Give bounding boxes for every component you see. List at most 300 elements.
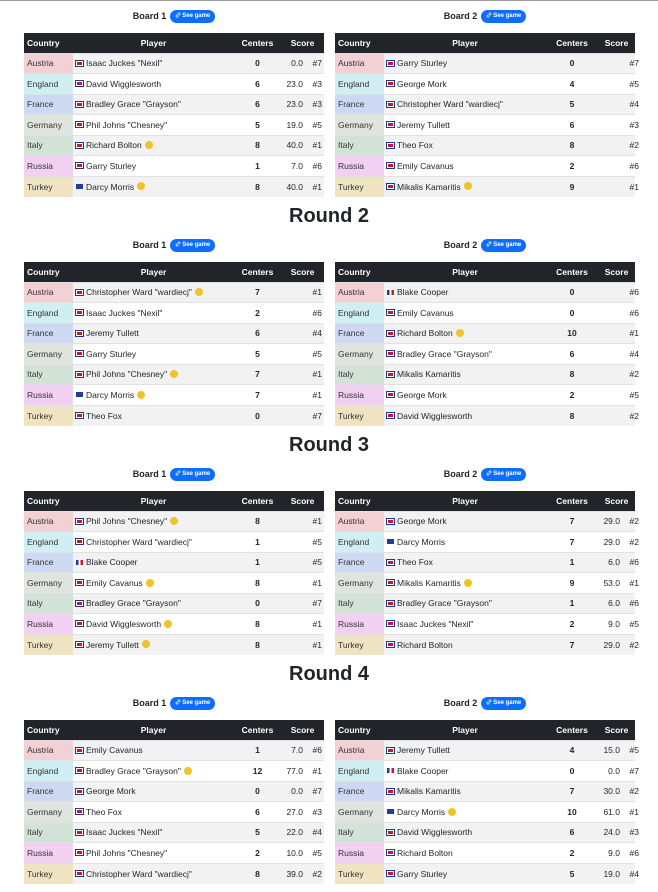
player-name: Emily Cavanus	[397, 160, 454, 171]
player-cell	[73, 802, 234, 823]
score-cell	[281, 843, 324, 864]
player-name: Phil Johns "Chesney"	[86, 369, 168, 380]
country-cell: Germany	[335, 115, 384, 136]
country-cell: Russia	[24, 156, 73, 177]
centers-header: Centers	[234, 720, 281, 740]
player-cell	[384, 344, 546, 365]
rank-value: #3	[312, 99, 322, 110]
flag-icon	[76, 61, 83, 66]
country-cell: Turkey	[335, 176, 384, 197]
link-icon	[486, 470, 492, 478]
flag-icon	[387, 560, 394, 565]
score-value: 24.0	[603, 827, 620, 838]
player-name: Isaac Juckes "Nexil"	[86, 307, 163, 318]
score-cell	[598, 94, 639, 115]
flag-icon	[76, 809, 83, 814]
country-cell: Germany	[24, 344, 73, 365]
country-cell: England	[335, 74, 384, 95]
country-cell: France	[24, 94, 73, 115]
round-title: Round 4	[289, 663, 369, 685]
rank-value: #1	[629, 328, 639, 339]
rank-value: #4	[629, 348, 639, 359]
player-name: Bradley Grace "Grayson"	[397, 598, 492, 609]
centers-cell: 8	[234, 176, 281, 197]
player-name: Bradley Grace "Grayson"	[86, 598, 181, 609]
board-header	[24, 693, 324, 713]
player-header: Player	[73, 720, 234, 740]
rank-value: #1	[312, 140, 322, 151]
table-row	[335, 593, 635, 614]
player-cell	[384, 843, 546, 864]
score-cell	[281, 552, 324, 573]
score-cell	[598, 843, 639, 864]
table-row	[335, 344, 635, 365]
rank-value: #1	[312, 181, 322, 192]
crown-icon	[195, 288, 203, 296]
country-cell: Austria	[335, 740, 384, 761]
country-cell: Turkey	[335, 634, 384, 655]
see-game-button[interactable]	[170, 468, 215, 481]
country-cell: England	[24, 532, 73, 553]
flag-icon	[387, 61, 394, 66]
player-cell	[384, 94, 546, 115]
centers-cell: 0	[234, 593, 281, 614]
score-cell	[598, 552, 639, 573]
score-cell	[281, 511, 324, 532]
flag-icon	[76, 163, 83, 168]
player-name: Emily Cavanus	[86, 577, 143, 588]
score-value: 0.0	[291, 786, 303, 797]
results-table	[335, 262, 639, 426]
table-row	[335, 364, 635, 385]
board-1	[24, 235, 324, 426]
table-row	[24, 552, 324, 573]
player-cell	[384, 405, 546, 426]
flag-icon	[76, 81, 83, 86]
crown-icon	[184, 767, 192, 775]
rank-value: #4	[312, 827, 322, 838]
board-header	[335, 693, 635, 713]
score-value: 53.0	[603, 577, 620, 588]
flag-icon	[387, 768, 394, 773]
rank-value: #3	[312, 78, 322, 89]
player-cell	[384, 761, 546, 782]
flag-icon	[76, 519, 83, 524]
flag-icon	[76, 642, 83, 647]
country-header: Country	[335, 262, 384, 282]
player-name: Richard Bolton	[86, 140, 142, 151]
board-2	[335, 464, 639, 655]
table-row	[335, 634, 635, 655]
see-game-label: See game	[493, 242, 522, 248]
country-cell: Germany	[335, 802, 384, 823]
table-row	[335, 156, 635, 177]
rank-value: #1	[312, 516, 322, 527]
player-name: Mikalis Kamaritis	[397, 577, 461, 588]
player-cell	[384, 740, 546, 761]
player-cell	[73, 94, 234, 115]
crown-icon	[145, 141, 153, 149]
table-row	[335, 740, 635, 761]
player-name: Jeremy Tullett	[397, 745, 450, 756]
flag-icon	[76, 850, 83, 855]
player-name: Garry Sturley	[86, 348, 137, 359]
centers-header: Centers	[234, 262, 281, 282]
country-cell: France	[24, 781, 73, 802]
centers-cell: 8	[234, 634, 281, 655]
flag-icon	[76, 184, 83, 189]
see-game-label: See game	[182, 471, 211, 477]
centers-cell: 7	[234, 364, 281, 385]
see-game-button[interactable]	[170, 10, 215, 23]
score-value: 22.0	[286, 827, 303, 838]
board-title: Board 1	[132, 240, 167, 250]
player-cell	[384, 532, 546, 553]
player-cell	[384, 74, 546, 95]
crown-icon	[137, 182, 145, 190]
rank-value: #4	[312, 328, 322, 339]
player-name: Garry Sturley	[86, 160, 137, 171]
table-row	[335, 761, 635, 782]
player-name: Isaac Juckes "Nexil"	[86, 58, 163, 69]
table-row	[24, 614, 324, 635]
country-cell: France	[24, 552, 73, 573]
rank-value: #6	[629, 598, 639, 609]
score-header: Score	[598, 33, 635, 53]
player-name: David Wigglesworth	[86, 618, 162, 629]
player-cell	[73, 53, 234, 74]
rank-value: #1	[312, 639, 322, 650]
score-cell	[598, 303, 639, 324]
board-title: Board 2	[443, 698, 478, 708]
rank-value: #3	[312, 806, 322, 817]
score-cell	[598, 156, 639, 177]
see-game-button[interactable]	[481, 697, 526, 710]
country-cell: Russia	[24, 614, 73, 635]
flag-icon	[387, 163, 394, 168]
centers-cell: 5	[234, 115, 281, 136]
player-name: George Mork	[397, 389, 447, 400]
centers-cell: 0	[234, 781, 281, 802]
score-cell	[281, 781, 324, 802]
player-cell	[384, 53, 546, 74]
country-cell: Austria	[335, 511, 384, 532]
table-row	[335, 511, 635, 532]
player-cell	[384, 115, 546, 136]
country-cell: England	[335, 532, 384, 553]
player-cell	[384, 511, 546, 532]
player-name: Garry Sturley	[397, 58, 448, 69]
score-cell	[281, 156, 324, 177]
country-cell: Turkey	[24, 863, 73, 884]
crown-icon	[464, 579, 472, 587]
centers-cell: 1	[546, 552, 598, 573]
crown-icon	[448, 808, 456, 816]
score-cell	[598, 405, 639, 426]
flag-icon	[387, 102, 394, 107]
centers-cell: 7	[234, 385, 281, 406]
rank-value: #5	[629, 618, 639, 629]
table-row	[335, 282, 635, 303]
rank-value: #6	[629, 307, 639, 318]
player-name: Theo Fox	[397, 140, 433, 151]
score-value: 0.0	[291, 58, 303, 69]
centers-cell: 0	[546, 53, 598, 74]
round-title: Round 3	[289, 434, 369, 456]
player-cell	[73, 593, 234, 614]
centers-cell: 1	[234, 532, 281, 553]
rank-value: #1	[629, 181, 639, 192]
country-cell: Germany	[335, 344, 384, 365]
table-row	[24, 405, 324, 426]
see-game-button[interactable]	[170, 239, 215, 252]
centers-cell: 8	[234, 511, 281, 532]
centers-cell: 5	[546, 94, 598, 115]
table-row	[335, 552, 635, 573]
flag-icon	[387, 392, 394, 397]
score-header: Score	[281, 33, 324, 53]
score-cell	[281, 74, 324, 95]
country-header: Country	[335, 33, 384, 53]
country-cell: England	[335, 761, 384, 782]
player-cell	[384, 176, 546, 197]
link-icon	[175, 241, 181, 249]
player-cell	[73, 573, 234, 594]
table-row	[24, 511, 324, 532]
player-name: Theo Fox	[86, 410, 122, 421]
score-cell	[598, 176, 639, 197]
player-cell	[384, 634, 546, 655]
table-row	[335, 863, 635, 884]
table-row	[24, 303, 324, 324]
table-row	[335, 176, 635, 197]
score-cell	[281, 822, 324, 843]
player-cell	[73, 364, 234, 385]
see-game-button[interactable]	[170, 697, 215, 710]
country-cell: France	[335, 323, 384, 344]
player-cell	[384, 282, 546, 303]
round-title: Round 2	[289, 205, 369, 227]
player-name: Bradley Grace "Grayson"	[86, 99, 181, 110]
rank-value: #7	[312, 58, 322, 69]
score-value: 19.0	[286, 119, 303, 130]
player-cell	[73, 344, 234, 365]
centers-cell: 1	[234, 740, 281, 761]
results-table	[24, 491, 324, 655]
board-header	[335, 235, 635, 255]
see-game-button[interactable]	[481, 10, 526, 23]
score-value: 9.0	[608, 847, 620, 858]
flag-icon	[76, 372, 83, 377]
see-game-button[interactable]	[481, 239, 526, 252]
country-cell: Russia	[24, 385, 73, 406]
table-row	[335, 802, 635, 823]
rank-value: #4	[629, 99, 639, 110]
rank-value: #2	[629, 140, 639, 151]
player-name: Isaac Juckes "Nexil"	[397, 618, 474, 629]
rank-value: #5	[629, 78, 639, 89]
centers-cell: 9	[546, 176, 598, 197]
flag-icon	[387, 122, 394, 127]
player-name: Mikalis Kamaritis	[397, 369, 461, 380]
centers-cell: 6	[234, 94, 281, 115]
player-name: Isaac Juckes "Nexil"	[86, 827, 163, 838]
score-cell	[281, 94, 324, 115]
results-table	[24, 720, 324, 884]
flag-icon	[76, 290, 83, 295]
player-name: Richard Bolton	[397, 328, 453, 339]
player-name: Emily Cavanus	[397, 307, 454, 318]
centers-cell: 9	[546, 573, 598, 594]
score-cell	[598, 115, 639, 136]
country-cell: Austria	[24, 511, 73, 532]
table-row	[335, 614, 635, 635]
results-table	[335, 491, 639, 655]
player-name: Blake Cooper	[397, 287, 449, 298]
rank-value: #2	[629, 369, 639, 380]
player-cell	[73, 614, 234, 635]
table-row	[24, 176, 324, 197]
board-2	[335, 235, 639, 426]
flag-icon	[387, 184, 394, 189]
flag-icon	[387, 809, 394, 814]
table-row	[24, 94, 324, 115]
country-cell: England	[335, 303, 384, 324]
table-row	[335, 94, 635, 115]
centers-cell: 1	[234, 552, 281, 573]
country-cell: Russia	[335, 385, 384, 406]
rank-value: #2	[629, 536, 639, 547]
score-cell	[598, 364, 639, 385]
flag-icon	[76, 539, 83, 544]
player-cell	[384, 156, 546, 177]
centers-cell: 0	[234, 405, 281, 426]
player-cell	[384, 573, 546, 594]
player-name: Christopher Ward "wardiecj"	[86, 287, 192, 298]
centers-cell: 6	[234, 802, 281, 823]
rank-value: #1	[629, 806, 639, 817]
flag-icon	[76, 871, 83, 876]
flag-icon	[387, 850, 394, 855]
table-row	[24, 344, 324, 365]
centers-cell: 5	[546, 863, 598, 884]
score-header: Score	[598, 720, 635, 740]
crown-icon	[137, 391, 145, 399]
table-row	[335, 532, 635, 553]
player-name: Phil Johns "Chesney"	[86, 119, 168, 130]
board-2	[335, 6, 639, 197]
player-name: Jeremy Tullett	[86, 328, 139, 339]
crown-icon	[170, 370, 178, 378]
country-header: Country	[335, 720, 384, 740]
score-cell	[281, 323, 324, 344]
see-game-label: See game	[493, 13, 522, 19]
player-cell	[73, 115, 234, 136]
rank-value: #5	[312, 557, 322, 568]
rank-value: #7	[629, 765, 639, 776]
score-cell	[598, 863, 639, 884]
flag-icon	[387, 871, 394, 876]
country-header: Country	[335, 491, 384, 511]
table-row	[24, 843, 324, 864]
player-cell	[384, 323, 546, 344]
flag-icon	[387, 310, 394, 315]
table-row	[24, 822, 324, 843]
rank-value: #1	[312, 369, 322, 380]
header-row	[335, 33, 635, 53]
results-table	[24, 262, 324, 426]
header-row	[335, 720, 635, 740]
table-row	[335, 74, 635, 95]
flag-icon	[387, 580, 394, 585]
centers-cell: 8	[234, 863, 281, 884]
player-name: David Wigglesworth	[397, 410, 473, 421]
rank-value: #5	[312, 536, 322, 547]
score-cell	[281, 303, 324, 324]
board-header	[335, 464, 635, 484]
score-cell	[281, 115, 324, 136]
player-name: Jeremy Tullett	[397, 119, 450, 130]
score-value: 7.0	[291, 160, 303, 171]
see-game-button[interactable]	[481, 468, 526, 481]
rank-value: #6	[629, 557, 639, 568]
country-cell: France	[335, 781, 384, 802]
rank-value: #6	[629, 160, 639, 171]
rank-value: #1	[312, 765, 322, 776]
score-value: 19.0	[603, 868, 620, 879]
centers-cell: 1	[546, 593, 598, 614]
score-cell	[281, 634, 324, 655]
centers-cell: 2	[546, 385, 598, 406]
flag-icon	[387, 413, 394, 418]
score-value: 6.0	[608, 598, 620, 609]
see-game-label: See game	[182, 700, 211, 706]
player-cell	[384, 303, 546, 324]
centers-header: Centers	[546, 262, 598, 282]
centers-cell: 6	[546, 115, 598, 136]
player-cell	[384, 614, 546, 635]
table-row	[335, 781, 635, 802]
player-name: Mikalis Kamaritis	[397, 786, 461, 797]
board-title: Board 1	[132, 698, 167, 708]
link-icon	[175, 12, 181, 20]
player-cell	[73, 843, 234, 864]
centers-header: Centers	[546, 491, 598, 511]
player-cell	[384, 781, 546, 802]
crown-icon	[170, 517, 178, 525]
centers-cell: 2	[546, 614, 598, 635]
table-row	[335, 323, 635, 344]
score-cell	[598, 740, 639, 761]
score-cell	[598, 344, 639, 365]
flag-icon	[387, 372, 394, 377]
table-row	[335, 53, 635, 74]
player-name: Theo Fox	[397, 557, 433, 568]
player-cell	[73, 282, 234, 303]
flag-icon	[387, 539, 394, 544]
score-cell	[598, 74, 639, 95]
rank-value: #1	[629, 577, 639, 588]
player-name: Phil Johns "Chesney"	[86, 516, 168, 527]
country-cell: England	[24, 761, 73, 782]
player-cell	[384, 802, 546, 823]
player-cell	[384, 593, 546, 614]
flag-icon	[76, 560, 83, 565]
score-value: 30.0	[603, 786, 620, 797]
player-name: Jeremy Tullett	[86, 639, 139, 650]
centers-cell: 8	[546, 405, 598, 426]
country-cell: Austria	[335, 282, 384, 303]
